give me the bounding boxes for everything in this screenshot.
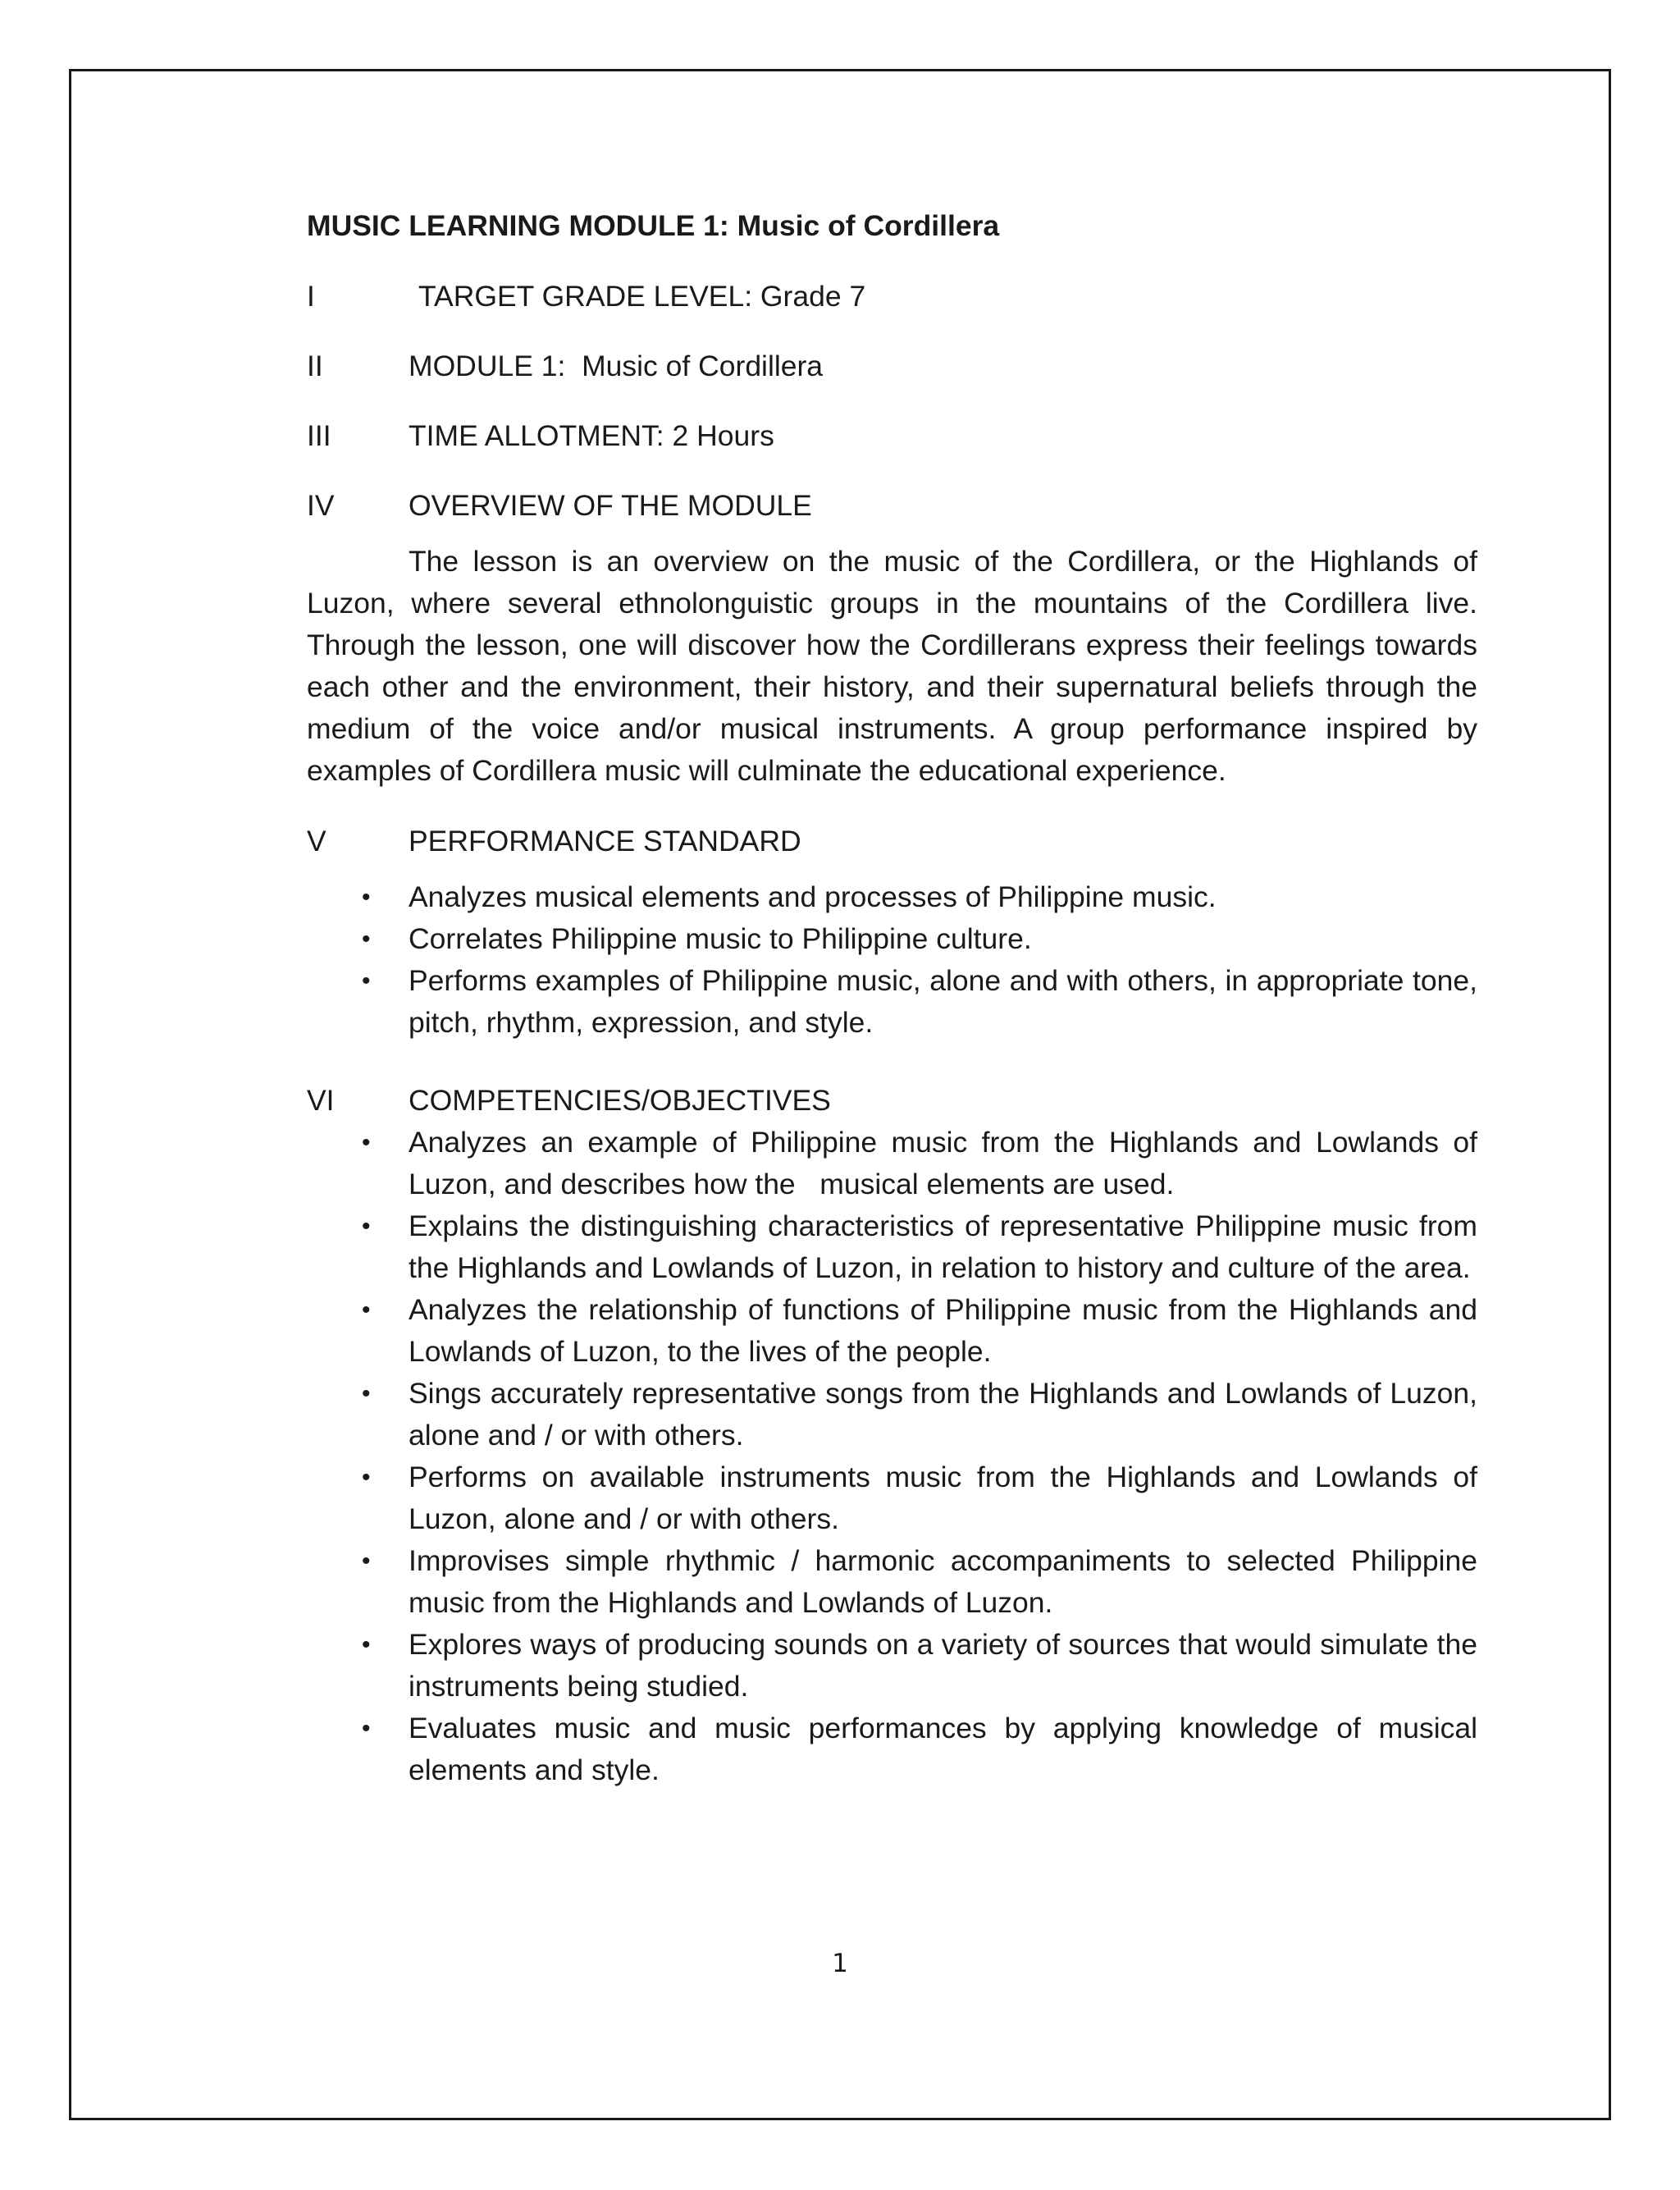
list-item (307, 1624, 1477, 1708)
section-heading: TIME ALLOTMENT: 2 Hours (409, 419, 774, 452)
list-item-text: Evaluates music and music performances by applying knowledge of musical elements and style. (409, 1712, 1477, 1786)
section-overview (307, 485, 1477, 527)
section-module (307, 345, 1477, 387)
section-numeral: III (307, 419, 331, 452)
list-item (307, 1456, 1477, 1540)
bullet-icon: • (362, 967, 371, 994)
bullet-icon: • (362, 1715, 371, 1742)
section-performance-standard (307, 821, 1477, 862)
bullet-icon: • (362, 884, 371, 911)
list-item (307, 1540, 1477, 1624)
bullet-icon: • (362, 1129, 371, 1156)
list-item-text: Analyzes an example of Philippine music from the Highlands and Lowlands of Luzon, and describes how the musical elements are used. (409, 1126, 1486, 1200)
section-competencies (307, 1080, 1477, 1122)
list-item (307, 1205, 1477, 1289)
bullet-icon: • (362, 1548, 371, 1575)
list-item-text: Performs on available instruments music from the Highlands and Lowlands of Luzon, alone and / or with others. (409, 1461, 1477, 1535)
list-item-text: Improvises simple rhythmic / harmonic accompaniments to selected Philippine music from the Highlands and Lowlands of Luzon. (409, 1544, 1477, 1619)
bullet-icon: • (362, 1380, 371, 1407)
list-item (307, 1373, 1477, 1456)
list-item-text: Explains the distinguishing characteristics of representative Philippine music from the Highlands and Lowlands of Luzon, in relation to history and culture of the area. (409, 1209, 1477, 1284)
section-time-allotment (307, 415, 1477, 457)
section-numeral: I (307, 280, 315, 313)
list-item-text: Performs examples of Philippine music, alone and with others, in appropriate tone, pitch, rhythm, expression, and style. (409, 964, 1477, 1039)
section-numeral: VI (307, 1084, 335, 1117)
bullet-icon: • (362, 1213, 371, 1240)
bullet-icon: • (362, 926, 371, 953)
list-item-text: Explores ways of producing sounds on a variety of sources that would simulate the instruments being studied. (409, 1628, 1477, 1703)
list-item (307, 1708, 1477, 1791)
list-item (307, 1122, 1486, 1205)
document-body (307, 205, 1486, 1791)
section-heading: PERFORMANCE STANDARD (409, 825, 801, 857)
bullet-icon: • (362, 1296, 371, 1324)
list-item-text: Analyzes musical elements and processes of Philippine music. (409, 880, 1217, 913)
section-numeral: V (307, 825, 326, 857)
module-title: MUSIC LEARNING MODULE 1: Music of Cordillera (307, 209, 1000, 242)
page-number: 1 (832, 1949, 848, 1978)
bullet-icon: • (362, 1464, 371, 1491)
list-item-text: Analyzes the relationship of functions of Philippine music from the Highlands and Lowlands of Luzon, to the lives of the people. (409, 1293, 1477, 1368)
section-heading: OVERVIEW OF THE MODULE (409, 489, 812, 522)
section-target-grade (307, 276, 1477, 318)
list-item (307, 1289, 1477, 1373)
list-item (307, 876, 1477, 918)
section-numeral: II (307, 350, 323, 382)
list-item-text: Sings accurately representative songs from the Highlands and Lowlands of Luzon, alone and / or with others. (409, 1377, 1477, 1452)
section-heading: TARGET GRADE LEVEL: Grade 7 (418, 280, 866, 313)
performance-standard-list (307, 876, 1477, 1044)
list-item (307, 960, 1477, 1044)
overview-paragraph: The lesson is an overview on the music of the Cordillera, or the Highlands of Luzon, where several ethnolonguistic groups in the mountains of the Cordillera live. Through the lesson, one will discover how the Cordillerans express their feelings towards each other and the environment, their history, and their supernatural beliefs through the medium of the voice and/or musical instruments. A group performance inspired by examples of Cordillera music will culminate the educational experience. (307, 545, 1477, 787)
section-heading: COMPETENCIES/OBJECTIVES (409, 1084, 831, 1117)
section-heading: MODULE 1: Music of Cordillera (409, 350, 824, 382)
bullet-icon: • (362, 1631, 371, 1658)
list-item (307, 918, 1477, 960)
list-item-text: Correlates Philippine music to Philippine culture. (409, 922, 1032, 955)
section-numeral: IV (307, 489, 335, 522)
competencies-list (307, 1122, 1486, 1791)
